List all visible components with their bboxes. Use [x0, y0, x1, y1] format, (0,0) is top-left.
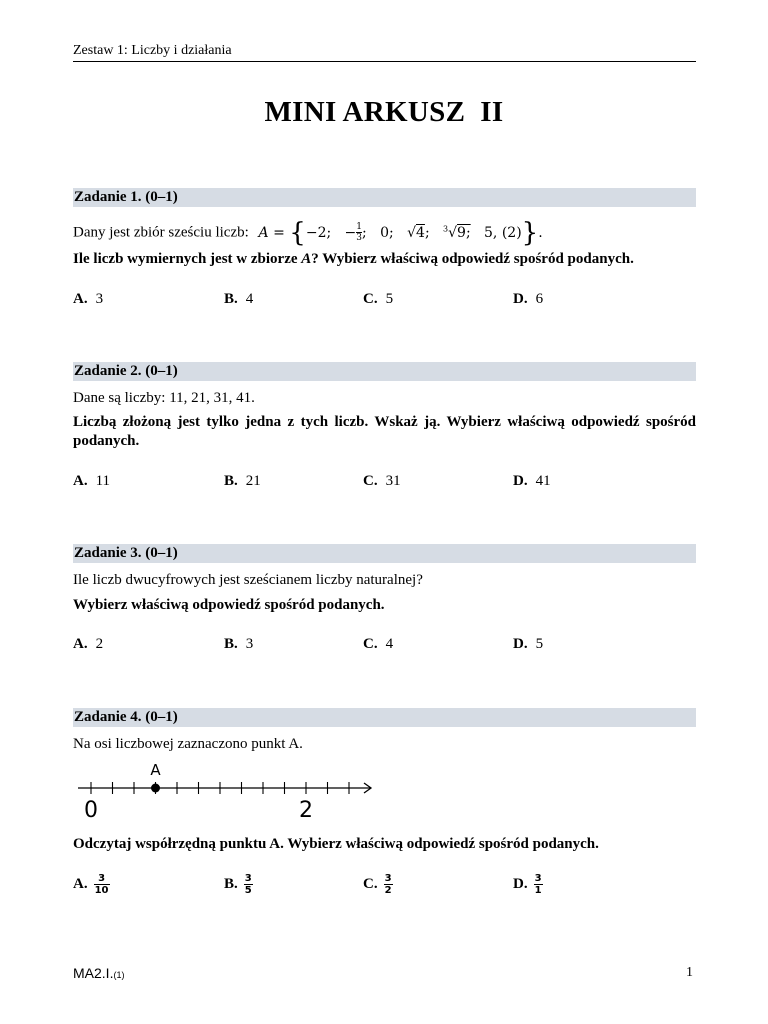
task-1-option-b[interactable]: [224, 290, 253, 309]
task-1-intro: [73, 217, 543, 248]
footer-code: [73, 965, 124, 981]
task-3-option-d[interactable]: [513, 635, 543, 654]
option-letter: D.: [513, 875, 528, 892]
set-definition: A = {−2; − $\frac{1}{3}$ ; 0; √4; $^3$√9; 5, (2)}.: [258, 217, 543, 248]
option-letter: A.: [73, 473, 88, 489]
option-letter: C.: [363, 636, 378, 652]
task-3-label: Zadanie 3. (0–1): [74, 545, 178, 561]
option-fraction: [534, 873, 543, 896]
task-2-option-c[interactable]: [363, 472, 401, 491]
task-1-option-c[interactable]: [363, 290, 393, 309]
option-letter: C.: [363, 473, 378, 489]
option-value: 31: [385, 473, 401, 489]
fraction-numerator: 3: [98, 873, 106, 884]
task-1-option-d[interactable]: [513, 290, 543, 309]
option-letter: D.: [513, 473, 528, 489]
footer-code-main: MA2.I.: [73, 965, 114, 981]
task-4-option-d[interactable]: [513, 873, 543, 896]
task-1-option-a[interactable]: [73, 290, 103, 309]
task-3-intro: Ile liczb dwucyfrowych jest sześcianem liczby naturalnej?: [73, 572, 423, 588]
fraction-denominator: 1: [534, 885, 542, 896]
task-3-question: Wybierz właściwą odpowiedź spośród podanych.: [73, 597, 385, 613]
task-2-option-b[interactable]: [224, 472, 261, 491]
task-4-option-c[interactable]: [363, 873, 393, 896]
task-2-label: Zadanie 2. (0–1): [74, 363, 178, 379]
set-element-2: [356, 222, 362, 243]
fraction-numerator: 1: [356, 222, 363, 233]
option-letter: A.: [73, 875, 88, 892]
option-value: 4: [245, 291, 254, 307]
option-letter: D.: [513, 291, 528, 307]
task-4-label: Zadanie 4. (0–1): [74, 709, 178, 725]
task-1-question-part-2: ? Wybierz właściwą odpowiedź spośród podanych.: [311, 251, 634, 267]
set-element-6: 5, (2): [484, 224, 522, 241]
option-letter: C.: [363, 875, 378, 892]
page-header: Zestaw 1: Liczby i działania: [73, 43, 232, 58]
task-2-option-a[interactable]: [73, 472, 110, 491]
task-1-question-part-1: Ile liczb wymiernych jest w zbiorze: [73, 251, 302, 267]
task-4-option-b[interactable]: [224, 873, 253, 896]
axis-label-0: 0: [84, 798, 98, 822]
fraction-numerator: 3: [534, 873, 542, 884]
task-1-label: Zadanie 1. (0–1): [74, 189, 178, 205]
option-fraction: [384, 873, 393, 896]
option-letter: B.: [224, 291, 238, 307]
page-number: 1: [686, 965, 693, 980]
task-4-intro: Na osi liczbowej zaznaczono punkt A.: [73, 736, 303, 752]
fraction-numerator: 3: [244, 873, 252, 884]
task-1-question: [73, 250, 634, 269]
task-3-option-a[interactable]: [73, 635, 103, 654]
page-title: MINI ARKUSZ II: [264, 96, 504, 128]
fraction-denominator: 5: [244, 885, 252, 896]
task-1-intro-text: Dany jest zbiór sześciu liczb:: [73, 224, 249, 241]
number-line-axis: [78, 782, 371, 794]
point-a-label: A: [150, 761, 161, 779]
axis-label-2: 2: [299, 798, 313, 822]
task-1-question-var: A: [301, 251, 312, 267]
option-letter: B.: [224, 875, 238, 892]
option-value: 6: [535, 291, 544, 307]
option-letter: A.: [73, 291, 88, 307]
option-fraction: [94, 873, 110, 896]
set-element-3: 0;: [380, 224, 394, 241]
left-brace: {: [289, 217, 306, 248]
option-value: 5: [385, 291, 394, 307]
fraction-denominator: 2: [384, 885, 392, 896]
option-value: 5: [535, 636, 544, 652]
header-divider: [73, 61, 696, 62]
set-name: A: [258, 224, 269, 241]
set-element-1: −2;: [305, 224, 332, 241]
option-letter: B.: [224, 473, 238, 489]
task-2-intro: Dane są liczby: 11, 21, 31, 41.: [73, 390, 255, 406]
footer-code-suffix: (1): [113, 970, 125, 980]
point-a-marker: [151, 784, 160, 793]
option-letter: C.: [363, 291, 378, 307]
option-value: 3: [95, 291, 104, 307]
task-3-option-c[interactable]: [363, 635, 393, 654]
option-value: 3: [245, 636, 254, 652]
right-brace: }: [521, 217, 539, 248]
task-4-option-a[interactable]: [73, 873, 110, 896]
option-letter: D.: [513, 636, 528, 652]
set-element-5: 9;: [457, 224, 471, 241]
option-fraction: [244, 873, 253, 896]
option-letter: B.: [224, 636, 238, 652]
task-2-question: Liczbą złożoną jest tylko jedna z tych liczb. Wskaż ją. Wybierz właściwą odpowiedź spośród podanych.: [73, 414, 696, 449]
option-letter: A.: [73, 636, 88, 652]
option-value: 4: [385, 636, 394, 652]
option-value: 2: [95, 636, 104, 652]
option-value: 41: [535, 473, 551, 489]
task-2-option-d[interactable]: [513, 472, 551, 491]
fraction-denominator: 10: [94, 885, 109, 896]
task-3-option-b[interactable]: [224, 635, 253, 654]
set-element-4: 4: [416, 224, 425, 241]
number-line: [70, 756, 380, 822]
task-4-question: Odczytaj współrzędną punktu A. Wybierz właściwą odpowiedź spośród podanych.: [73, 836, 599, 852]
option-value: 21: [245, 473, 261, 489]
fraction-denominator: 3: [356, 233, 363, 244]
option-value: 11: [95, 473, 111, 489]
fraction-numerator: 3: [384, 873, 392, 884]
cube-root-index: 3: [443, 224, 449, 233]
